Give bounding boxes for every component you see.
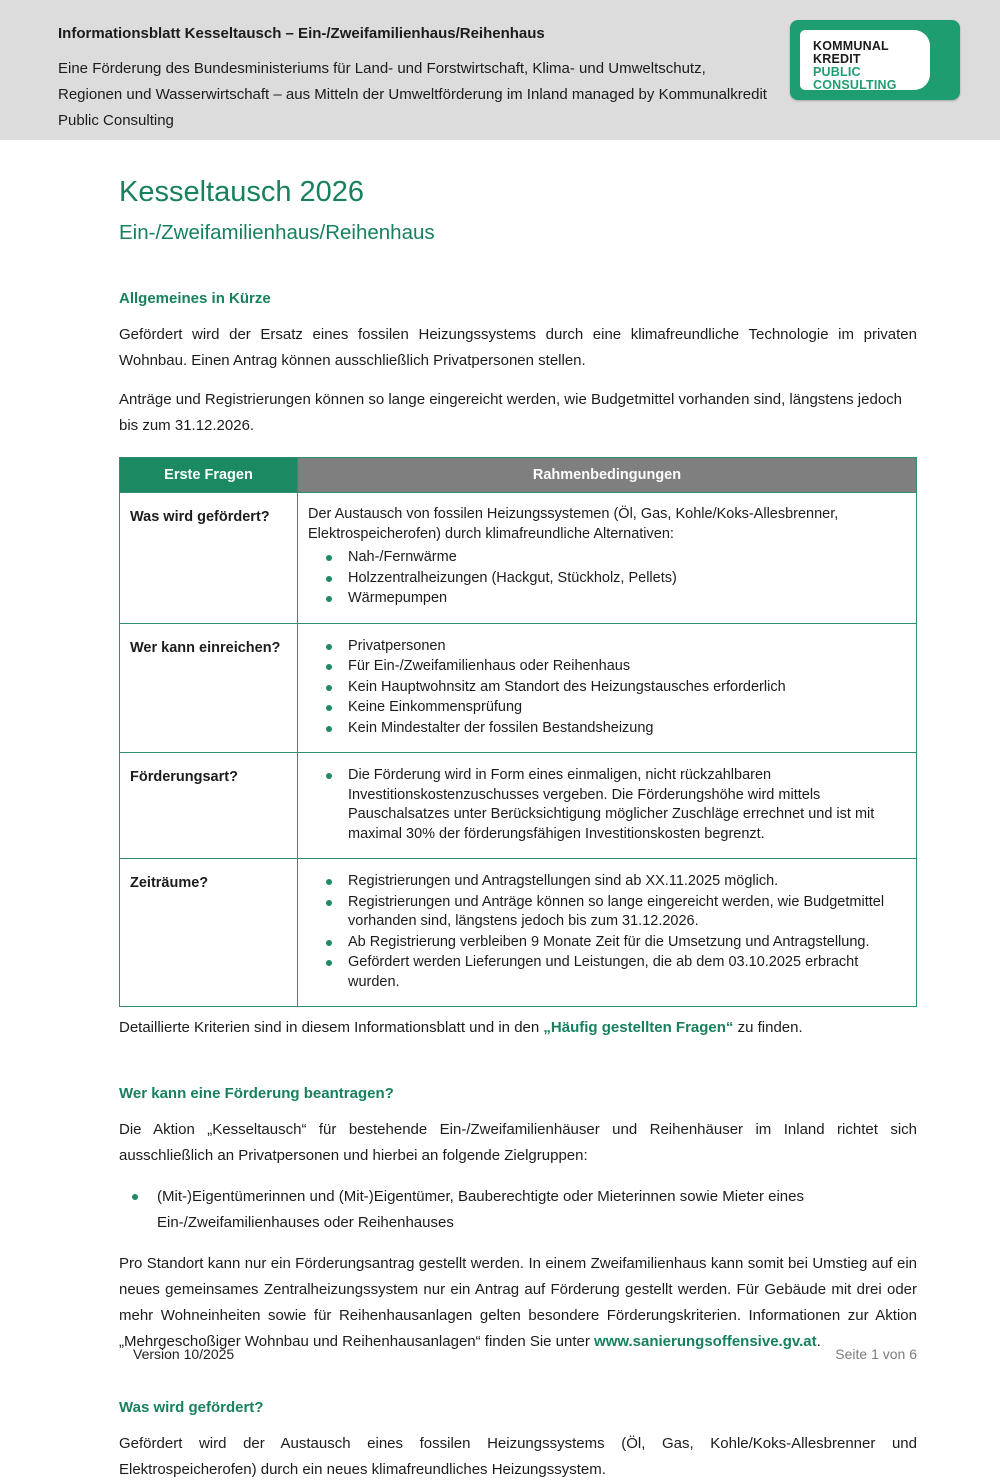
answer-cell <box>298 753 917 859</box>
paragraph-general-2: Anträge und Registrierungen können so lange eingereicht werden, wie Budgetmittel vorhanden sind, längstens jedoch bis zum 31.12.2026. <box>119 391 903 434</box>
footer-version: Version 10/2025 <box>133 1346 235 1362</box>
table-row <box>120 753 917 859</box>
bullet-item: Registrierungen und Anträge können so lange eingereicht werden, wie Budgetmittel vorhanden sind, längstens jedoch bis zum 31.12.2026. <box>326 893 904 932</box>
bullet-item: Gefördert werden Lieferungen und Leistungen, die ab dem 03.10.2025 erbracht wurden. <box>326 953 904 992</box>
section-heading-allgemeines: Allgemeines in Kürze <box>119 290 271 307</box>
who-2-post: . <box>816 1333 821 1350</box>
header-text-block <box>58 20 768 134</box>
paragraph-general-1: Gefördert wird der Ersatz eines fossilen Heizungssystems durch eine klimafreundliche Technologie im privaten Wohnbau. Einen Antrag können ausschließlich Privatpersonen stellen. <box>119 326 917 369</box>
question-cell: Zeiträume? <box>120 859 298 1007</box>
kommunalkredit-logo-inner <box>800 30 930 90</box>
criteria-note-pre: Detaillierte Kriterien sind in diesem Informationsblatt und in den <box>119 1019 544 1036</box>
answer-bullet-list <box>308 637 904 739</box>
section-heading-was-wird-gefoerdert: Was wird gefördert? <box>119 1399 264 1416</box>
paragraph-who-1: Die Aktion „Kesseltausch“ für bestehende Ein-/Zweifamilienhäuser und Reihenhäuser im Inland richtet sich ausschließlich an Privatpersonen und hierbei an folgende Zielgruppen: <box>119 1121 917 1164</box>
table-row <box>120 493 917 624</box>
target-group-list <box>119 1184 917 1236</box>
bullet-item: Kein Mindestalter der fossilen Bestandsheizung <box>326 719 904 739</box>
bullet-item: Registrierungen und Antragstellungen sind ab XX.11.2025 möglich. <box>326 872 904 892</box>
criteria-note-post: zu finden. <box>733 1019 803 1036</box>
bullet-item: Nah-/Fernwärme <box>326 548 904 568</box>
section-heading-wer-kann-beantragen: Wer kann eine Förderung beantragen? <box>119 1085 394 1102</box>
logo-text-kredit: KREDIT <box>813 52 861 66</box>
bullet-item: Für Ein-/Zweifamilienhaus oder Reihenhaus <box>326 657 904 677</box>
kommunalkredit-logo <box>790 20 960 100</box>
paragraph-who-2 <box>119 1251 917 1355</box>
table-row <box>120 623 917 753</box>
bullet-item: Holzzentralheizungen (Hackgut, Stückholz, Pellets) <box>326 569 904 589</box>
table-row <box>120 859 917 1007</box>
table-header-row <box>120 458 917 493</box>
page-footer <box>133 1346 917 1362</box>
footer-page-number: Seite 1 von 6 <box>835 1346 917 1362</box>
answer-cell <box>298 623 917 753</box>
paragraph-what-1: Gefördert wird der Austausch eines fossilen Heizungssystems (Öl, Gas, Kohle/Koks-Allesbrenner und Elektrospeicherofen) durch ein neues klimafreundliches Heizungssystem. <box>119 1435 917 1478</box>
answer-cell <box>298 859 917 1007</box>
question-cell: Förderungsart? <box>120 753 298 859</box>
info-table <box>119 457 917 1007</box>
question-cell: Wer kann einreichen? <box>120 623 298 753</box>
who-2-pre: Pro Standort kann nur ein Förderungsantrag gestellt werden. In einem Zweifamilienhaus kann somit bei Umstieg auf ein neues gemeinsames Zentralheizungssystem nur ein Antrag auf Förderung gestellt werden. Für Gebäude mit drei oder mehr Wohneinheiten sowie für Reihenhausanlagen gelten besondere Förderungskriterien. Informationen zur Aktion „Mehrgeschoßiger Wohnbau und Reihenhausanlagen“ finden Sie unter <box>119 1255 917 1350</box>
bullet-item: Privatpersonen <box>326 637 904 657</box>
answer-bullet-list <box>308 872 904 992</box>
bullet-item: (Mit-)Eigentümerinnen und (Mit-)Eigentümer, Bauberechtigte oder Mieterinnen sowie Mieter eines Ein-/Zweifamilienhauses oder Reihenhauses <box>132 1184 917 1236</box>
paragraph-criteria-note <box>119 1015 917 1041</box>
logo-text-public-consulting: PUBLIC CONSULTING <box>813 65 897 92</box>
header-subtitle: Eine Förderung des Bundesministeriums für Land- und Forstwirtschaft, Klima- und Umweltschutz, Regionen und Wasserwirtschaft – aus Mitteln der Umweltförderung im Inland managed by Kommunalkredit Public Consulting <box>58 60 767 129</box>
website-link[interactable]: www.sanierungsoffensive.gv.at <box>594 1333 817 1350</box>
answer-bullet-list <box>308 766 904 844</box>
page-title: Kesseltausch 2026 <box>119 176 365 208</box>
answer-intro: Der Austausch von fossilen Heizungssystemen (Öl, Gas, Kohle/Koks-Allesbrenner, Elektrospeicherofen) durch klimafreundliche Alternativen: <box>308 506 839 542</box>
header-title: Informationsblatt Kesseltausch – Ein-/Zweifamilienhaus/Reihenhaus <box>58 25 545 42</box>
document-body <box>0 175 1000 1483</box>
bullet-item: Ab Registrierung verbleiben 9 Monate Zeit für die Umsetzung und Antragstellung. <box>326 933 904 953</box>
bullet-item: Kein Hauptwohnsitz am Standort des Heizungstausches erforderlich <box>326 678 904 698</box>
logo-text-kommunal: KOMMUNAL <box>813 39 889 53</box>
table-header-erste-fragen: Erste Fragen <box>120 458 298 493</box>
page-subtitle: Ein-/Zweifamilienhaus/Reihenhaus <box>119 221 435 244</box>
bullet-item: Wärmepumpen <box>326 589 904 609</box>
faq-link[interactable]: „Häufig gestellten Fragen“ <box>543 1019 734 1036</box>
table-header-rahmenbedingungen: Rahmenbedingungen <box>298 458 917 493</box>
answer-cell <box>298 493 917 624</box>
bullet-item: Die Förderung wird in Form eines einmaligen, nicht rückzahlbaren Investitionskostenzuschusses vergeben. Die Förderungshöhe wird mittels Pauschalsatzes unter Berücksichtigung möglicher Zuschläge errechnet und ist mit maximal 30% der förderungsfähigen Investitionskosten begrenzt. <box>326 766 904 844</box>
header-band <box>0 0 1000 140</box>
bullet-item: Keine Einkommensprüfung <box>326 698 904 718</box>
question-cell: Was wird gefördert? <box>120 493 298 624</box>
answer-bullet-list <box>308 548 904 609</box>
